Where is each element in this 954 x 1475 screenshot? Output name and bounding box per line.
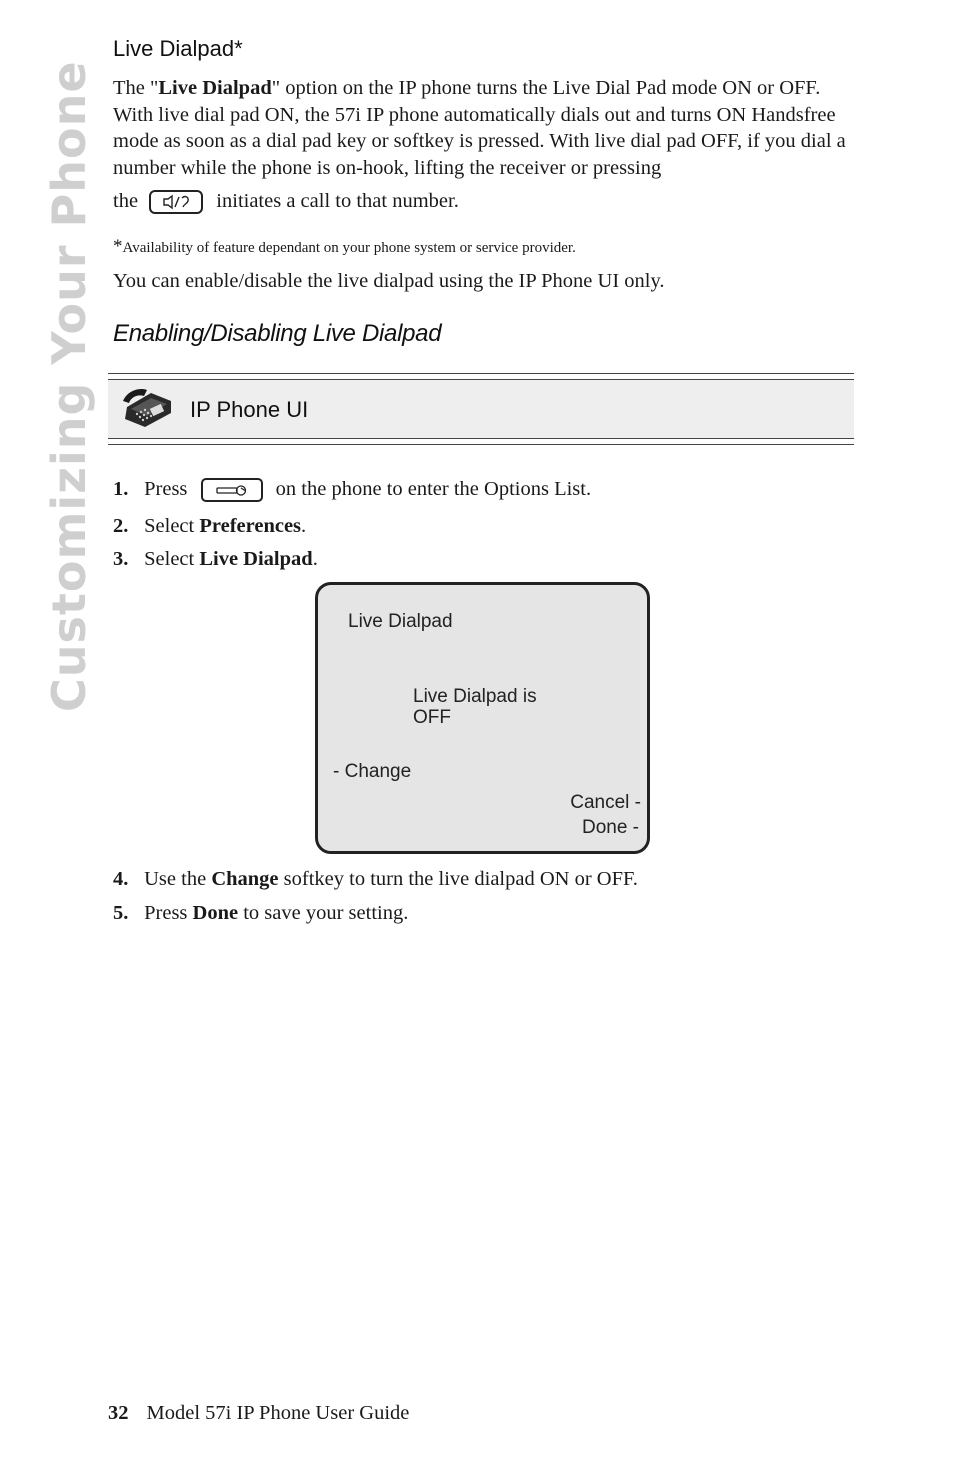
step-bold-term: Preferences: [199, 515, 302, 537]
intro-text-rest: " option on the IP phone turns the Live Dial Pad mode ON or OFF. With live dial pad ON, the 57i IP phone automatically dials out and turns ON Handsfree mode as soon as a dial pad key or softkey is pressed. With live dial pad OFF, if you dial a number while the phone is on-hook, lifting the receiver or pressing: [113, 77, 846, 179]
page-number: 32: [108, 1402, 129, 1424]
chapter-side-title: Customizing Your Phone: [42, 60, 96, 712]
step-5: [113, 900, 408, 926]
step-bold-term: Done: [192, 902, 239, 924]
step-text-post: .: [312, 548, 318, 570]
ip-phone-ui-band: [108, 373, 854, 445]
step-text-post: .: [301, 515, 307, 537]
step-4: [113, 866, 638, 892]
speaker-key-icon: [149, 190, 203, 214]
options-key-icon: [201, 478, 263, 502]
step-number: 5.: [113, 902, 129, 924]
band-bottom-rule-inner: [108, 438, 854, 439]
availability-footnote: [113, 236, 576, 258]
page-footer: [108, 1402, 409, 1425]
cancel-softkey[interactable]: Cancel -: [570, 792, 641, 813]
intro-text-start: The ": [113, 77, 159, 99]
intro-the: the: [113, 190, 139, 212]
footnote-star: *: [113, 236, 123, 257]
guide-title: Model 57i IP Phone User Guide: [146, 1402, 410, 1424]
subsection-heading: Enabling/Disabling Live Dialpad: [113, 320, 442, 347]
section-heading: Live Dialpad*: [113, 36, 243, 61]
step-bold-term: Live Dialpad: [199, 548, 313, 570]
step-text-post: to save your setting.: [243, 902, 409, 924]
enable-note: You can enable/disable the live dialpad using the IP Phone UI only.: [113, 270, 665, 292]
step-number: 2.: [113, 515, 129, 537]
intro-paragraph-end: [113, 188, 853, 215]
step-text-pre: Use the: [144, 868, 207, 890]
change-softkey[interactable]: - Change: [333, 761, 412, 782]
screen-title: Live Dialpad: [348, 611, 453, 632]
step-text-pre: Select: [144, 515, 195, 537]
phone-display-screen: [315, 582, 650, 854]
intro-paragraph: [113, 75, 853, 181]
step-3: [113, 546, 318, 572]
desk-phone-icon: [121, 387, 175, 431]
step-number: 3.: [113, 548, 129, 570]
step-2: [113, 513, 306, 539]
step-text-post: softkey to turn the live dialpad ON or OFF.: [283, 868, 638, 890]
step-text-post: on the phone to enter the Options List.: [275, 478, 592, 500]
intro-initiates: initiates a call to that number.: [216, 190, 459, 212]
step-number: 4.: [113, 868, 129, 890]
step-text-pre: Press: [144, 478, 188, 500]
screen-status-line-1: Live Dialpad is: [413, 686, 537, 707]
step-text-pre: Select: [144, 548, 195, 570]
band-top-rule: [108, 373, 854, 374]
step-bold-term: Change: [211, 868, 279, 890]
done-softkey[interactable]: Done -: [581, 817, 639, 838]
screen-status-line-2: OFF: [413, 707, 451, 728]
step-text-pre: Press: [144, 902, 188, 924]
intro-bold-term: Live Dialpad: [158, 77, 272, 99]
band-bottom-rule: [108, 444, 854, 445]
step-1: [113, 476, 591, 502]
footnote-text: Availability of feature dependant on your phone system or service provider.: [122, 240, 576, 256]
step-number: 1.: [113, 478, 129, 500]
ip-phone-ui-label: IP Phone UI: [190, 397, 309, 422]
